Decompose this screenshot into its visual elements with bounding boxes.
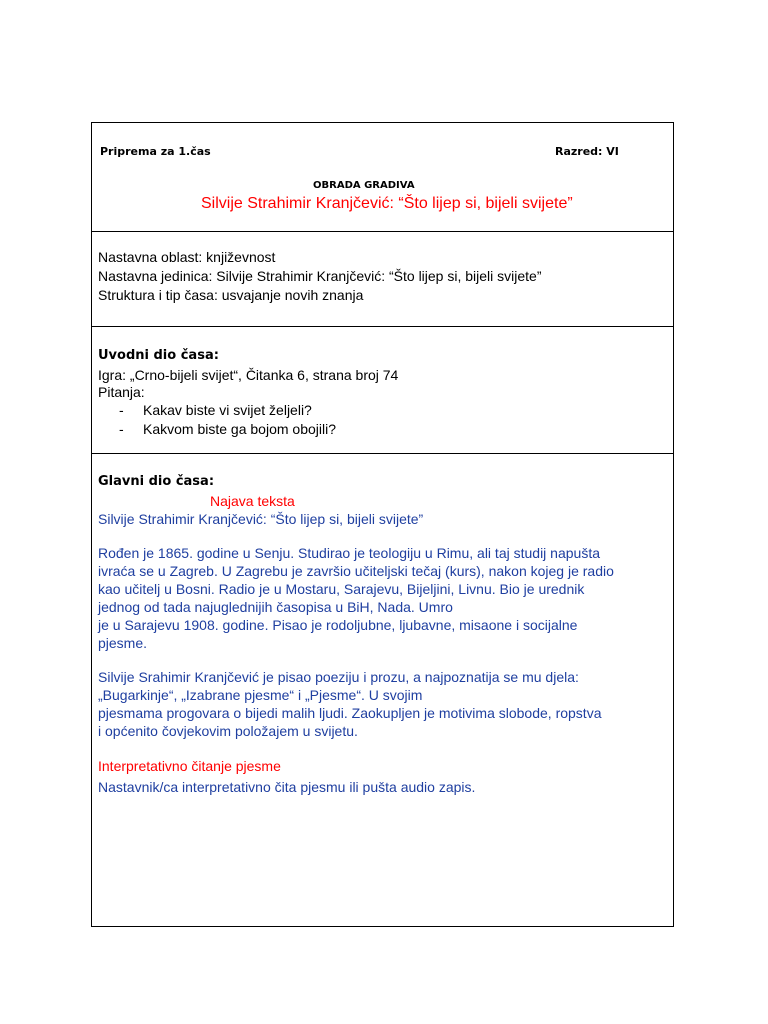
section-label: OBRADA GRADIVA — [313, 180, 415, 191]
intro-heading: Uvodni dio časa: — [98, 348, 219, 363]
bullet-dash: - — [119, 421, 124, 437]
subject-area: Nastavna oblast: književnost — [98, 249, 276, 265]
works-line: i općenito čovjekovim položajem u svijetu. — [98, 723, 358, 739]
works-line: Silvije Srahimir Kranjčević je pisao poeziju i prozu, a najpoznatija se mu djela: — [98, 669, 579, 685]
grade-label: Razred: VI — [555, 145, 619, 158]
bio-line: jednog od tada najuglednijih časopisa u BiH, Nada. Umro — [98, 599, 453, 615]
questions-label: Pitanja: — [98, 384, 145, 400]
main-section — [92, 454, 673, 926]
bio-line: ivraća se u Zagreb. U Zagrebu je završio učiteljski tečaj (kurs), nakon kojeg je radio — [98, 563, 614, 579]
reading-text: Nastavnik/ca interpretativno čita pjesmu ili pušta audio zapis. — [98, 779, 476, 795]
teaching-unit: Nastavna jedinica: Silvije Strahimir Kranjčević: “Što lijep si, bijeli svijete” — [98, 268, 542, 284]
works-line: „Bugarkinje“, „Izabrane pjesme“ i „Pjesme“. U svojim — [98, 687, 423, 703]
works-line: pjesmama progovara o bijedi malih ljudi. Zaokupljen je motivima slobode, ropstva — [98, 705, 602, 721]
reading-heading: Interpretativno čitanje pjesme — [98, 758, 281, 774]
bio-line: je u Sarajevu 1908. godine. Pisao je rodoljubne, ljubavne, misaone i socijalne — [98, 617, 578, 633]
header-section — [92, 123, 673, 232]
announcement-label: Najava teksta — [210, 493, 295, 509]
main-heading: Glavni dio časa: — [98, 474, 215, 489]
lesson-title: Silvije Strahimir Kranjčević: “Što lijep si, bijeli svijete” — [201, 195, 573, 212]
lesson-plan-table — [91, 122, 674, 927]
bullet-dash: - — [119, 402, 124, 418]
lesson-type: Struktura i tip časa: usvajanje novih znanja — [98, 287, 364, 303]
intro-game: Igra: „Crno-bijeli svijet“, Čitanka 6, strana broj 74 — [98, 367, 399, 383]
info-section — [92, 232, 673, 327]
question-item: Kakav biste vi svijet željeli? — [143, 402, 312, 418]
bio-line: pjesme. — [98, 635, 148, 651]
intro-section — [92, 327, 673, 454]
bio-line: kao učitelj u Bosni. Radio je u Mostaru, Sarajevu, Bijeljini, Livnu. Bio je urednik — [98, 581, 585, 597]
lesson-label: Priprema za 1.čas — [100, 145, 211, 158]
question-item: Kakvom biste ga bojom obojili? — [143, 421, 336, 437]
bio-line: Rođen je 1865. godine u Senju. Studirao je teologiju u Rimu, ali taj studij napušta — [98, 545, 600, 561]
text-title: Silvije Strahimir Kranjčević: “Što lijep si, bijeli svijete” — [98, 511, 424, 527]
